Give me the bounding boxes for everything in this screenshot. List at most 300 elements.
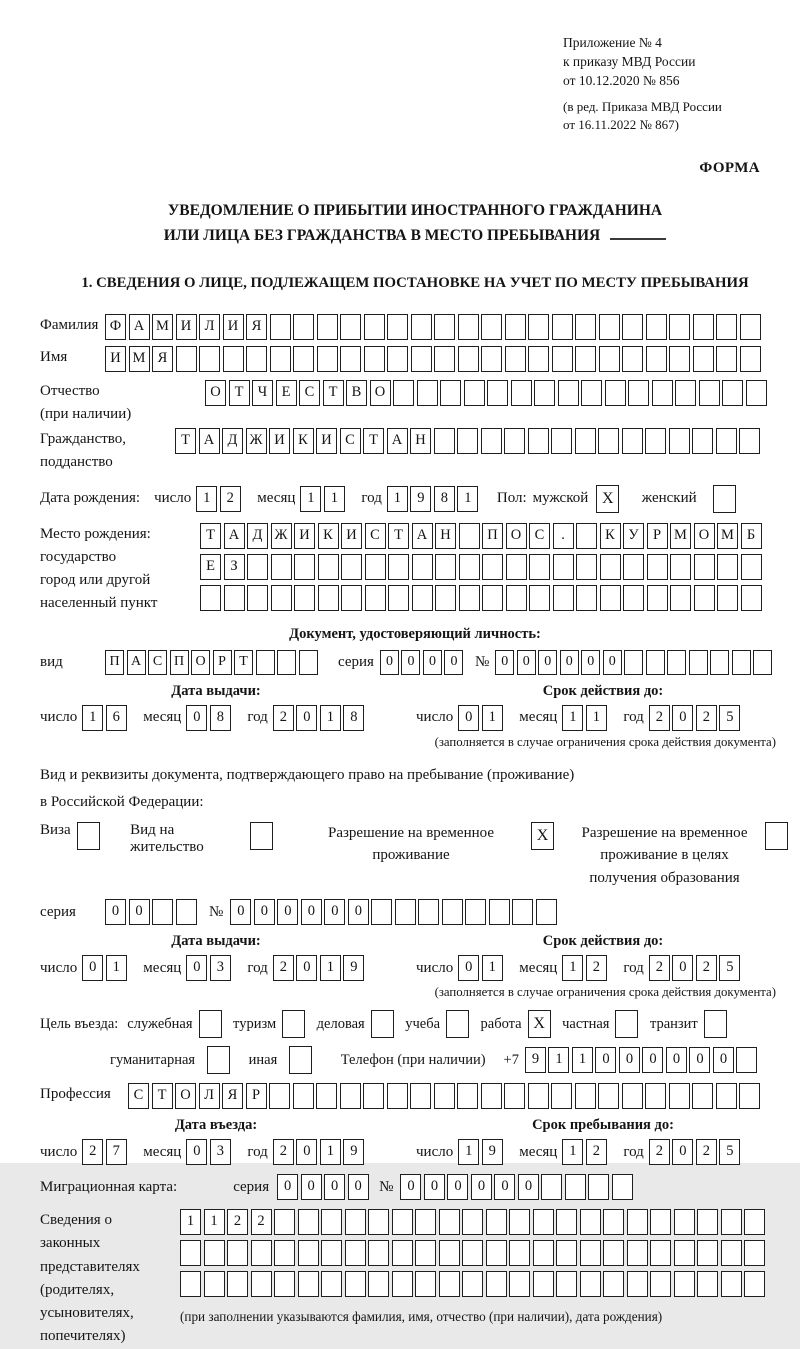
char-cell[interactable]: А: [199, 428, 220, 454]
purpose-other-checkbox[interactable]: [289, 1046, 315, 1074]
char-cell[interactable]: 0: [642, 1047, 663, 1073]
char-cell[interactable]: О: [506, 523, 527, 549]
char-cell[interactable]: [765, 822, 788, 850]
char-cell[interactable]: [694, 554, 715, 580]
char-cell[interactable]: [316, 1083, 337, 1109]
char-cell[interactable]: 2: [82, 1139, 103, 1165]
purpose-study-checkbox[interactable]: [446, 1010, 472, 1038]
char-cell[interactable]: 0: [324, 899, 345, 925]
char-cell[interactable]: Т: [363, 428, 384, 454]
representatives-boxes-row2[interactable]: [180, 1240, 768, 1266]
identity-expiry-year[interactable]: [649, 705, 743, 731]
char-cell[interactable]: [541, 1174, 562, 1200]
char-cell[interactable]: 0: [581, 650, 600, 675]
birthplace-boxes-row2[interactable]: [200, 554, 764, 580]
char-cell[interactable]: [739, 428, 760, 454]
residence-issue-day[interactable]: [82, 955, 129, 981]
char-cell[interactable]: [411, 346, 432, 372]
char-cell[interactable]: 1: [82, 705, 103, 731]
residence-expiry-year[interactable]: [649, 955, 743, 981]
char-cell[interactable]: [553, 554, 574, 580]
char-cell[interactable]: С: [299, 380, 320, 406]
char-cell[interactable]: 0: [296, 955, 317, 981]
char-cell[interactable]: 5: [719, 705, 740, 731]
char-cell[interactable]: Т: [234, 650, 253, 675]
char-cell[interactable]: [271, 554, 292, 580]
char-cell[interactable]: [481, 314, 502, 340]
char-cell[interactable]: [552, 314, 573, 340]
char-cell[interactable]: [481, 346, 502, 372]
char-cell[interactable]: [716, 314, 737, 340]
doc-type-boxes[interactable]: [105, 650, 320, 675]
char-cell[interactable]: 0: [689, 1047, 710, 1073]
char-cell[interactable]: [509, 1271, 530, 1297]
representatives-boxes-row1[interactable]: [180, 1209, 768, 1235]
char-cell[interactable]: [270, 346, 291, 372]
char-cell[interactable]: Р: [213, 650, 232, 675]
char-cell[interactable]: 0: [82, 955, 103, 981]
char-cell[interactable]: Н: [435, 523, 456, 549]
char-cell[interactable]: [529, 585, 550, 611]
char-cell[interactable]: 0: [619, 1047, 640, 1073]
char-cell[interactable]: 0: [301, 899, 322, 925]
char-cell[interactable]: 2: [586, 1139, 607, 1165]
char-cell[interactable]: 6: [106, 705, 127, 731]
char-cell[interactable]: [689, 650, 708, 675]
char-cell[interactable]: Е: [276, 380, 297, 406]
char-cell[interactable]: [317, 346, 338, 372]
char-cell[interactable]: Я: [152, 346, 173, 372]
char-cell[interactable]: [412, 554, 433, 580]
char-cell[interactable]: [622, 314, 643, 340]
char-cell[interactable]: [363, 1083, 384, 1109]
char-cell[interactable]: [442, 899, 463, 925]
char-cell[interactable]: 2: [273, 705, 294, 731]
char-cell[interactable]: 1: [562, 705, 583, 731]
char-cell[interactable]: [293, 346, 314, 372]
char-cell[interactable]: [623, 554, 644, 580]
char-cell[interactable]: С: [340, 428, 361, 454]
char-cell[interactable]: [392, 1209, 413, 1235]
char-cell[interactable]: [465, 899, 486, 925]
char-cell[interactable]: [392, 1240, 413, 1266]
char-cell[interactable]: О: [370, 380, 391, 406]
char-cell[interactable]: [667, 650, 686, 675]
char-cell[interactable]: Т: [388, 523, 409, 549]
char-cell[interactable]: [576, 523, 597, 549]
char-cell[interactable]: [282, 1010, 305, 1038]
char-cell[interactable]: [341, 585, 362, 611]
char-cell[interactable]: Е: [200, 554, 221, 580]
char-cell[interactable]: [674, 1209, 695, 1235]
temp-permit-checkbox[interactable]: [531, 822, 557, 850]
char-cell[interactable]: [575, 1083, 596, 1109]
char-cell[interactable]: 0: [423, 650, 442, 675]
char-cell[interactable]: [650, 1271, 671, 1297]
char-cell[interactable]: [512, 899, 533, 925]
char-cell[interactable]: X: [596, 485, 619, 513]
char-cell[interactable]: [365, 554, 386, 580]
char-cell[interactable]: 0: [296, 705, 317, 731]
char-cell[interactable]: [744, 1271, 765, 1297]
char-cell[interactable]: [612, 1174, 633, 1200]
char-cell[interactable]: [504, 1083, 525, 1109]
doc-number-boxes[interactable]: [495, 650, 775, 675]
char-cell[interactable]: [534, 380, 555, 406]
char-cell[interactable]: [251, 1271, 272, 1297]
char-cell[interactable]: 0: [186, 955, 207, 981]
char-cell[interactable]: 2: [696, 1139, 717, 1165]
char-cell[interactable]: 0: [186, 1139, 207, 1165]
char-cell[interactable]: [603, 1240, 624, 1266]
citizenship-boxes[interactable]: [175, 428, 763, 454]
char-cell[interactable]: [588, 1174, 609, 1200]
char-cell[interactable]: [575, 346, 596, 372]
char-cell[interactable]: [341, 554, 362, 580]
birth-year-boxes[interactable]: [387, 486, 481, 512]
birthplace-boxes-row1[interactable]: [200, 523, 764, 549]
char-cell[interactable]: [693, 346, 714, 372]
char-cell[interactable]: А: [224, 523, 245, 549]
char-cell[interactable]: [599, 346, 620, 372]
char-cell[interactable]: [628, 380, 649, 406]
char-cell[interactable]: [552, 346, 573, 372]
char-cell[interactable]: 1: [548, 1047, 569, 1073]
char-cell[interactable]: 0: [400, 1174, 421, 1200]
char-cell[interactable]: [440, 380, 461, 406]
identity-expiry-month[interactable]: [562, 705, 609, 731]
char-cell[interactable]: [415, 1271, 436, 1297]
char-cell[interactable]: [528, 428, 549, 454]
char-cell[interactable]: И: [341, 523, 362, 549]
purpose-transit-checkbox[interactable]: [704, 1010, 730, 1038]
char-cell[interactable]: 0: [301, 1174, 322, 1200]
char-cell[interactable]: [627, 1240, 648, 1266]
char-cell[interactable]: [321, 1209, 342, 1235]
char-cell[interactable]: [716, 428, 737, 454]
char-cell[interactable]: И: [269, 428, 290, 454]
char-cell[interactable]: 1: [562, 1139, 583, 1165]
char-cell[interactable]: 1: [387, 486, 408, 512]
char-cell[interactable]: [694, 585, 715, 611]
char-cell[interactable]: [294, 585, 315, 611]
char-cell[interactable]: Ф: [105, 314, 126, 340]
char-cell[interactable]: [77, 822, 100, 850]
char-cell[interactable]: Т: [323, 380, 344, 406]
char-cell[interactable]: [486, 1271, 507, 1297]
char-cell[interactable]: 2: [649, 955, 670, 981]
char-cell[interactable]: [717, 585, 738, 611]
char-cell[interactable]: 1: [300, 486, 321, 512]
char-cell[interactable]: [650, 1240, 671, 1266]
char-cell[interactable]: [744, 1240, 765, 1266]
char-cell[interactable]: 0: [494, 1174, 515, 1200]
char-cell[interactable]: [669, 346, 690, 372]
purpose-private-checkbox[interactable]: [615, 1010, 641, 1038]
char-cell[interactable]: [736, 1047, 757, 1073]
char-cell[interactable]: [581, 380, 602, 406]
char-cell[interactable]: [293, 1083, 314, 1109]
char-cell[interactable]: [556, 1209, 577, 1235]
char-cell[interactable]: [298, 1271, 319, 1297]
char-cell[interactable]: Т: [175, 428, 196, 454]
purpose-tourism-checkbox[interactable]: [282, 1010, 308, 1038]
char-cell[interactable]: [415, 1240, 436, 1266]
char-cell[interactable]: [345, 1209, 366, 1235]
char-cell[interactable]: И: [176, 314, 197, 340]
char-cell[interactable]: 0: [277, 899, 298, 925]
identity-issue-month[interactable]: [186, 705, 233, 731]
char-cell[interactable]: 0: [603, 650, 622, 675]
char-cell[interactable]: [180, 1240, 201, 1266]
purpose-business-checkbox[interactable]: [199, 1010, 225, 1038]
purpose-commercial-checkbox[interactable]: [371, 1010, 397, 1038]
char-cell[interactable]: [247, 585, 268, 611]
identity-issue-day[interactable]: [82, 705, 129, 731]
char-cell[interactable]: [622, 1083, 643, 1109]
char-cell[interactable]: [556, 1240, 577, 1266]
char-cell[interactable]: О: [191, 650, 210, 675]
migration-series-boxes[interactable]: [277, 1174, 371, 1200]
char-cell[interactable]: 0: [672, 955, 693, 981]
char-cell[interactable]: [458, 346, 479, 372]
char-cell[interactable]: З: [224, 554, 245, 580]
char-cell[interactable]: [368, 1240, 389, 1266]
identity-expiry-day[interactable]: [458, 705, 505, 731]
char-cell[interactable]: [411, 314, 432, 340]
stay-day[interactable]: [458, 1139, 505, 1165]
char-cell[interactable]: 9: [410, 486, 431, 512]
char-cell[interactable]: [739, 1083, 760, 1109]
char-cell[interactable]: [439, 1271, 460, 1297]
char-cell[interactable]: А: [127, 650, 146, 675]
char-cell[interactable]: 0: [277, 1174, 298, 1200]
char-cell[interactable]: [318, 554, 339, 580]
char-cell[interactable]: [482, 554, 503, 580]
char-cell[interactable]: [717, 554, 738, 580]
char-cell[interactable]: [576, 585, 597, 611]
char-cell[interactable]: [600, 554, 621, 580]
char-cell[interactable]: Б: [741, 523, 762, 549]
char-cell[interactable]: [669, 1083, 690, 1109]
purpose-humanitarian-checkbox[interactable]: [207, 1046, 233, 1074]
char-cell[interactable]: [551, 428, 572, 454]
char-cell[interactable]: 1: [320, 1139, 341, 1165]
char-cell[interactable]: [227, 1271, 248, 1297]
char-cell[interactable]: [269, 1083, 290, 1109]
char-cell[interactable]: О: [175, 1083, 196, 1109]
char-cell[interactable]: [704, 1010, 727, 1038]
char-cell[interactable]: [533, 1240, 554, 1266]
residence-expiry-month[interactable]: [562, 955, 609, 981]
char-cell[interactable]: [434, 428, 455, 454]
char-cell[interactable]: .: [553, 523, 574, 549]
stay-year[interactable]: [649, 1139, 743, 1165]
char-cell[interactable]: [251, 1240, 272, 1266]
char-cell[interactable]: И: [223, 314, 244, 340]
char-cell[interactable]: 9: [525, 1047, 546, 1073]
residence-expiry-day[interactable]: [458, 955, 505, 981]
char-cell[interactable]: X: [528, 1010, 551, 1038]
char-cell[interactable]: 8: [343, 705, 364, 731]
char-cell[interactable]: 2: [251, 1209, 272, 1235]
char-cell[interactable]: [412, 585, 433, 611]
char-cell[interactable]: Т: [229, 380, 250, 406]
char-cell[interactable]: С: [128, 1083, 149, 1109]
entry-year[interactable]: [273, 1139, 367, 1165]
stay-month[interactable]: [562, 1139, 609, 1165]
char-cell[interactable]: [345, 1240, 366, 1266]
char-cell[interactable]: [576, 554, 597, 580]
char-cell[interactable]: [204, 1271, 225, 1297]
sex-male-checkbox[interactable]: [596, 485, 622, 513]
char-cell[interactable]: Т: [200, 523, 221, 549]
char-cell[interactable]: [580, 1240, 601, 1266]
char-cell[interactable]: [506, 554, 527, 580]
char-cell[interactable]: М: [670, 523, 691, 549]
char-cell[interactable]: [623, 585, 644, 611]
char-cell[interactable]: [345, 1271, 366, 1297]
char-cell[interactable]: [481, 428, 502, 454]
char-cell[interactable]: И: [316, 428, 337, 454]
char-cell[interactable]: [299, 650, 318, 675]
char-cell[interactable]: [317, 314, 338, 340]
char-cell[interactable]: 0: [672, 1139, 693, 1165]
identity-issue-year[interactable]: [273, 705, 367, 731]
char-cell[interactable]: [298, 1209, 319, 1235]
char-cell[interactable]: [605, 380, 626, 406]
char-cell[interactable]: 1: [320, 955, 341, 981]
patronymic-boxes[interactable]: [205, 380, 769, 406]
char-cell[interactable]: [321, 1271, 342, 1297]
char-cell[interactable]: 0: [380, 650, 399, 675]
char-cell[interactable]: [250, 822, 273, 850]
char-cell[interactable]: Я: [222, 1083, 243, 1109]
char-cell[interactable]: [371, 1010, 394, 1038]
char-cell[interactable]: 2: [649, 1139, 670, 1165]
residence-issue-year[interactable]: [273, 955, 367, 981]
char-cell[interactable]: [371, 899, 392, 925]
char-cell[interactable]: 0: [401, 650, 420, 675]
char-cell[interactable]: 8: [434, 486, 455, 512]
char-cell[interactable]: [504, 428, 525, 454]
char-cell[interactable]: [692, 428, 713, 454]
char-cell[interactable]: П: [170, 650, 189, 675]
char-cell[interactable]: 8: [210, 705, 231, 731]
char-cell[interactable]: [627, 1209, 648, 1235]
visa-checkbox[interactable]: [77, 822, 103, 850]
birth-month-boxes[interactable]: [300, 486, 347, 512]
char-cell[interactable]: [434, 314, 455, 340]
char-cell[interactable]: [199, 346, 220, 372]
char-cell[interactable]: [364, 314, 385, 340]
char-cell[interactable]: [364, 346, 385, 372]
char-cell[interactable]: [652, 380, 673, 406]
char-cell[interactable]: 9: [343, 1139, 364, 1165]
char-cell[interactable]: [277, 650, 296, 675]
sex-female-checkbox[interactable]: [713, 485, 739, 513]
char-cell[interactable]: [204, 1240, 225, 1266]
char-cell[interactable]: 0: [447, 1174, 468, 1200]
char-cell[interactable]: [558, 380, 579, 406]
char-cell[interactable]: [598, 1083, 619, 1109]
char-cell[interactable]: Ж: [246, 428, 267, 454]
char-cell[interactable]: [393, 380, 414, 406]
char-cell[interactable]: 0: [348, 899, 369, 925]
char-cell[interactable]: Р: [647, 523, 668, 549]
char-cell[interactable]: [551, 1083, 572, 1109]
char-cell[interactable]: [674, 1240, 695, 1266]
char-cell[interactable]: Р: [246, 1083, 267, 1109]
char-cell[interactable]: [753, 650, 772, 675]
char-cell[interactable]: 0: [186, 705, 207, 731]
char-cell[interactable]: [529, 554, 550, 580]
char-cell[interactable]: 2: [696, 705, 717, 731]
char-cell[interactable]: 0: [230, 899, 251, 925]
birth-day-boxes[interactable]: [196, 486, 243, 512]
char-cell[interactable]: [528, 314, 549, 340]
char-cell[interactable]: П: [105, 650, 124, 675]
phone-boxes[interactable]: [525, 1047, 760, 1073]
char-cell[interactable]: [274, 1209, 295, 1235]
char-cell[interactable]: 2: [586, 955, 607, 981]
char-cell[interactable]: 1: [572, 1047, 593, 1073]
char-cell[interactable]: [415, 1209, 436, 1235]
char-cell[interactable]: [528, 1083, 549, 1109]
char-cell[interactable]: 1: [482, 705, 503, 731]
firstname-boxes[interactable]: [105, 346, 763, 372]
char-cell[interactable]: 0: [560, 650, 579, 675]
char-cell[interactable]: У: [623, 523, 644, 549]
char-cell[interactable]: [434, 1083, 455, 1109]
char-cell[interactable]: М: [152, 314, 173, 340]
char-cell[interactable]: [462, 1271, 483, 1297]
char-cell[interactable]: [565, 1174, 586, 1200]
char-cell[interactable]: [486, 1240, 507, 1266]
char-cell[interactable]: [699, 380, 720, 406]
char-cell[interactable]: А: [129, 314, 150, 340]
char-cell[interactable]: [368, 1271, 389, 1297]
char-cell[interactable]: [274, 1240, 295, 1266]
char-cell[interactable]: 2: [649, 705, 670, 731]
char-cell[interactable]: [675, 380, 696, 406]
char-cell[interactable]: П: [482, 523, 503, 549]
char-cell[interactable]: [647, 585, 668, 611]
char-cell[interactable]: Н: [410, 428, 431, 454]
char-cell[interactable]: [294, 554, 315, 580]
char-cell[interactable]: [459, 585, 480, 611]
char-cell[interactable]: Я: [246, 314, 267, 340]
char-cell[interactable]: [176, 346, 197, 372]
char-cell[interactable]: [646, 346, 667, 372]
char-cell[interactable]: [489, 899, 510, 925]
char-cell[interactable]: [368, 1209, 389, 1235]
char-cell[interactable]: [289, 1046, 312, 1074]
char-cell[interactable]: [246, 346, 267, 372]
char-cell[interactable]: [697, 1271, 718, 1297]
char-cell[interactable]: [580, 1209, 601, 1235]
char-cell[interactable]: [435, 554, 456, 580]
char-cell[interactable]: 2: [227, 1209, 248, 1235]
representatives-boxes-row3[interactable]: [180, 1271, 768, 1297]
char-cell[interactable]: [669, 428, 690, 454]
char-cell[interactable]: 0: [444, 650, 463, 675]
char-cell[interactable]: 1: [106, 955, 127, 981]
char-cell[interactable]: Ж: [271, 523, 292, 549]
char-cell[interactable]: 0: [538, 650, 557, 675]
char-cell[interactable]: [710, 650, 729, 675]
char-cell[interactable]: [509, 1209, 530, 1235]
